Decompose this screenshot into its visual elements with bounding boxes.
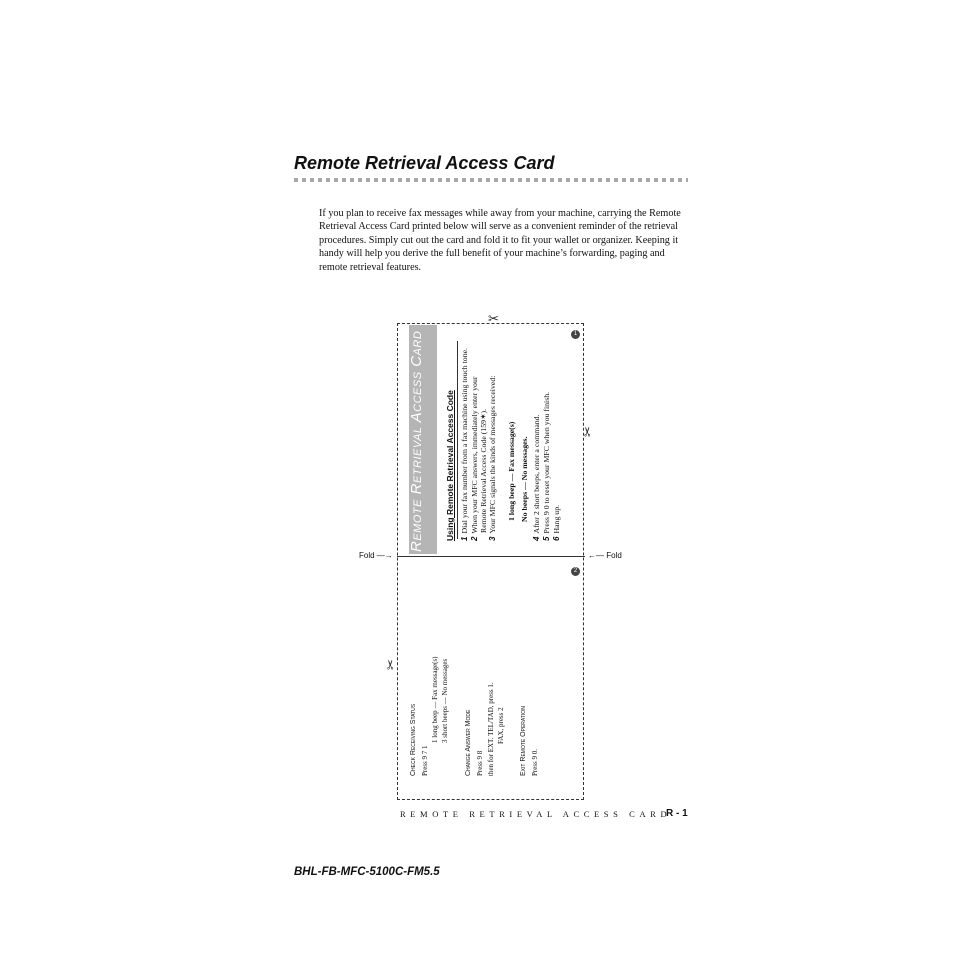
check-status-press: Press 9 7 1 bbox=[421, 745, 429, 776]
exit-remote-title: Exit Remote Operation bbox=[520, 706, 527, 776]
page-title: Remote Retrieval Access Card bbox=[294, 153, 555, 173]
step-2: 2When your MFC answers, immediately enter your bbox=[470, 376, 479, 541]
check-status-line-1: 1 long beep — Fax message(s) bbox=[431, 656, 439, 743]
change-mode-line-1: then for EXT. TEL/TAD, press 1. bbox=[487, 682, 495, 776]
section-title: Using Remote Retrieval Access Code bbox=[445, 390, 455, 541]
footer-running-title: REMOTE RETRIEVAL ACCESS CARD bbox=[400, 809, 672, 819]
badge-two: 2 bbox=[571, 567, 580, 576]
step-4: 4After 2 short beeps, enter a command. bbox=[532, 414, 541, 541]
step-3: 3Your MFC signals the kinds of messages received: bbox=[488, 375, 497, 541]
fold-label-right: ←— Fold bbox=[588, 551, 622, 560]
intro-paragraph: If you plan to receive fax messages while away from your machine, carrying the Remote Retrieval Access Card printed below will serve as a convenient reminder of the retrieval procedures. Simply cut out the card and fold it to fit your wallet or organizer. Keeping it handy will help you derive the full benefit of your machine’s forwarding, paging and remote retrieval features. bbox=[319, 208, 681, 273]
change-mode-press: Press 9 8 bbox=[476, 750, 484, 776]
check-status-title: Check Receiving Status bbox=[410, 703, 417, 776]
step-2-cont: Remote Retrieval Access Code (159✶). bbox=[479, 408, 488, 533]
scissors-icon: ✂ bbox=[488, 312, 499, 327]
scissors-icon: ✂ bbox=[383, 659, 399, 670]
exit-remote-press: Press 9 0. bbox=[531, 748, 539, 776]
scissors-icon: ✂ bbox=[580, 426, 596, 437]
step-3-none: No beeps — No messages. bbox=[520, 436, 529, 522]
step-1: 1Dial your fax number from a fax machine using touch tone. bbox=[460, 347, 469, 541]
badge-one: 1 bbox=[571, 330, 580, 339]
step-6: 6Hang up. bbox=[552, 504, 561, 541]
fold-label-left: Fold —→ bbox=[359, 551, 393, 560]
page-number: R - 1 bbox=[666, 808, 688, 819]
fold-line bbox=[397, 556, 585, 557]
document-id: BHL-FB-MFC-5100C-FM5.5 bbox=[294, 866, 440, 878]
step-5: 5Press 9 0 to reset your MFC when you finish. bbox=[542, 391, 551, 541]
change-mode-title: Change Answer Mode bbox=[465, 709, 472, 776]
card-title: Remote Retrieval Access Card bbox=[408, 330, 425, 552]
title-rule bbox=[294, 178, 688, 182]
check-status-line-2: 3 short beeps — No messages bbox=[441, 658, 449, 743]
section-rule bbox=[457, 341, 458, 539]
step-3-fax: 1 long beep — Fax message(s) bbox=[507, 421, 516, 521]
change-mode-line-2: FAX, press 2 bbox=[497, 707, 505, 744]
